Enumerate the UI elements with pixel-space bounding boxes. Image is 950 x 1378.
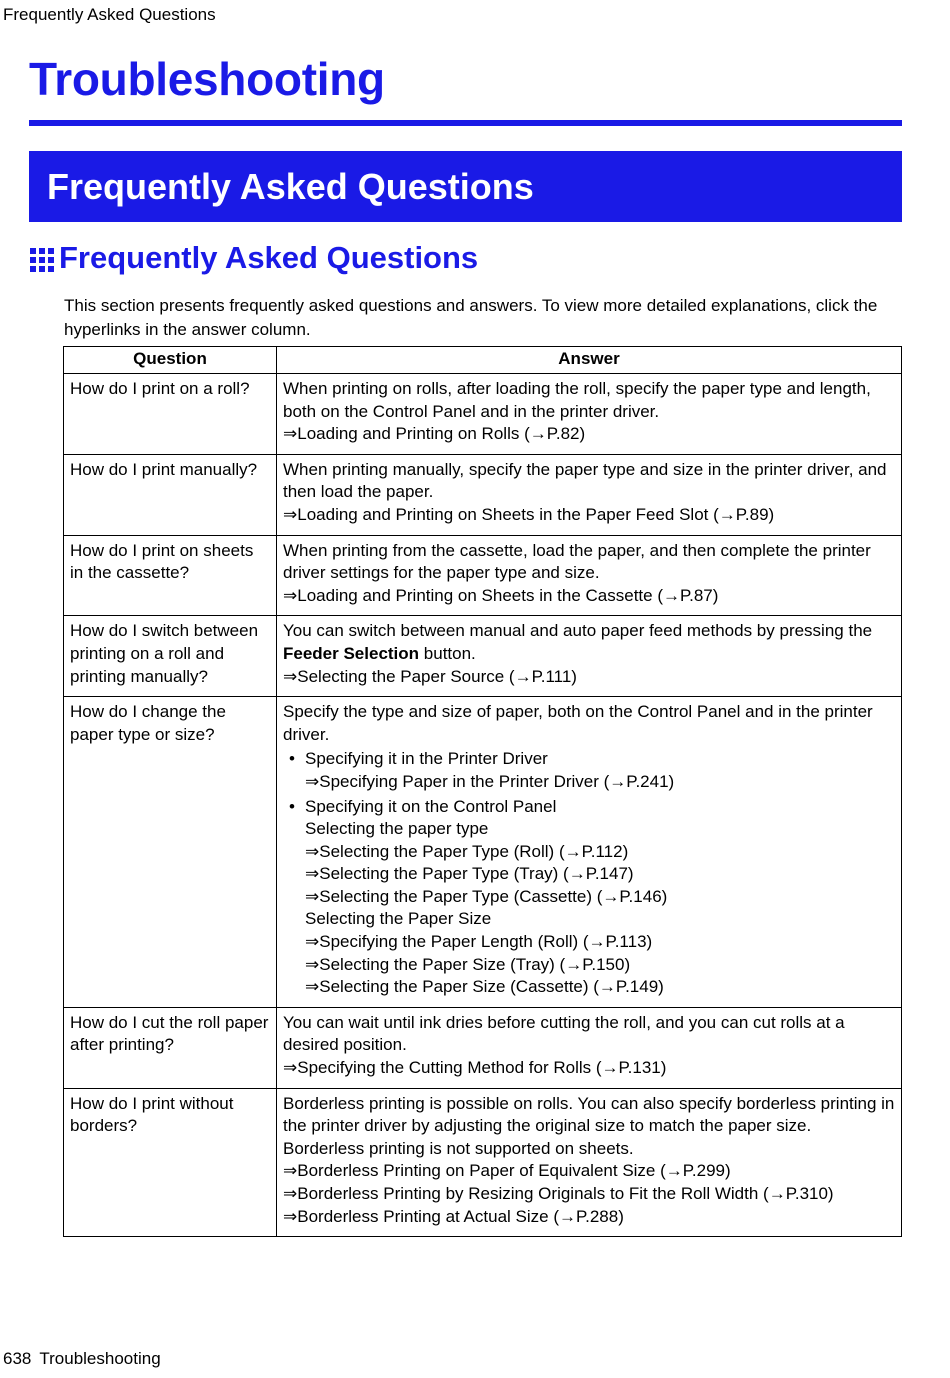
answer-text	[283, 620, 896, 665]
answer-text: When printing from the cassette, load the paper, and then complete the printer driver settings for the paper type and size.	[283, 540, 871, 583]
question-cell: How do I cut the roll paper after printing?	[64, 1007, 277, 1088]
table-row	[64, 616, 902, 697]
answer-text-before: You can switch between manual and auto paper feed methods by pressing the	[283, 621, 873, 641]
answer-link[interactable]: ⇒Borderless Printing at Actual Size (→P.288)	[283, 1206, 624, 1226]
question-cell: How do I switch between printing on a roll and printing manually?	[64, 616, 277, 697]
answer-text: When printing on rolls, after loading the roll, specify the paper type and length, both on the Control Panel and in the printer driver.	[283, 379, 871, 421]
answer-link[interactable]: ⇒Selecting the Paper Type (Tray) (→P.147)	[305, 864, 634, 884]
section-banner-title: Frequently Asked Questions	[47, 165, 534, 207]
answer-link[interactable]: ⇒Selecting the Paper Type (Roll) (→P.112)	[305, 841, 629, 861]
answer-link[interactable]: ⇒Selecting the Paper Size (Tray) (→P.150)	[305, 954, 631, 974]
grid-icon	[29, 247, 55, 273]
answer-cell	[277, 535, 902, 616]
question-cell: How do I print on sheets in the cassette?	[64, 535, 277, 616]
answer-link[interactable]: ⇒Selecting the Paper Source (→P.111)	[283, 666, 577, 686]
faq-table	[63, 346, 902, 1237]
answer-link[interactable]: ⇒Specifying the Cutting Method for Rolls (→P.131)	[283, 1058, 667, 1078]
section-banner	[29, 151, 902, 222]
question-cell: How do I change the paper type or size?	[64, 697, 277, 1008]
bullet-item: • Specifying it on the Control Panel	[283, 796, 896, 819]
answer-column-header: Answer	[277, 347, 902, 374]
answer-link[interactable]: ⇒Borderless Printing by Resizing Originals to Fit the Roll Width (→P.310)	[283, 1184, 834, 1203]
answer-text: Borderless printing is possible on rolls. You can also specify borderless printing in the printer driver by adjusting the original size to match the paper size.	[283, 1093, 895, 1136]
subsection-heading	[29, 240, 478, 276]
chapter-title: Troubleshooting	[29, 53, 385, 105]
question-cell: How do I print on a roll?	[64, 374, 277, 455]
page-number: 638	[3, 1349, 32, 1368]
answer-link[interactable]: ⇒Specifying Paper in the Printer Driver (→P.241)	[305, 771, 675, 791]
answer-link[interactable]: ⇒Borderless Printing on Paper of Equivalent Size (→P.299)	[283, 1161, 731, 1181]
feeder-selection-button-name: Feeder Selection	[283, 643, 420, 663]
answer-text: Borderless printing is not supported on sheets.	[283, 1138, 634, 1158]
answer-link[interactable]: ⇒Loading and Printing on Sheets in the Paper Feed Slot (→P.89)	[283, 504, 775, 524]
subsection-title: Frequently Asked Questions	[59, 240, 479, 275]
question-column-header: Question	[64, 347, 277, 374]
answer-text-after: button.	[419, 643, 476, 663]
answer-cell	[277, 454, 902, 535]
bullet-item: • Specifying it in the Printer Driver	[283, 748, 896, 771]
answer-cell	[277, 616, 902, 697]
page-footer	[3, 1349, 161, 1369]
answer-cell	[277, 697, 902, 1008]
answer-link[interactable]: ⇒Selecting the Paper Size (Cassette) (→P.149)	[305, 977, 664, 997]
answer-text: You can wait until ink dries before cutting the roll, and you can cut rolls at a desired position.	[283, 1012, 845, 1055]
table-row	[64, 697, 902, 1008]
answer-text: Specify the type and size of paper, both on the Control Panel and in the printer driver.	[283, 702, 873, 744]
table-row	[64, 374, 902, 455]
sub-heading: Selecting the Paper Size	[305, 909, 492, 929]
table-row	[64, 1007, 902, 1088]
table-header-row	[64, 347, 902, 374]
answer-cell	[277, 374, 902, 455]
chapter-title-rule	[29, 120, 902, 126]
answer-link[interactable]: ⇒Loading and Printing on Rolls (→P.82)	[283, 424, 586, 444]
sub-heading: Selecting the paper type	[305, 819, 489, 839]
answer-cell	[277, 1007, 902, 1088]
question-cell: How do I print without borders?	[64, 1088, 277, 1237]
answer-link[interactable]: ⇒Selecting the Paper Type (Cassette) (→P.146)	[305, 886, 668, 906]
answer-cell	[277, 1088, 902, 1237]
table-row	[64, 1088, 902, 1237]
answer-link[interactable]: ⇒Specifying the Paper Length (Roll) (→P.113)	[305, 932, 653, 952]
table-row	[64, 535, 902, 616]
footer-chapter-label: Troubleshooting	[39, 1349, 161, 1368]
answer-link[interactable]: ⇒Loading and Printing on Sheets in the Cassette (→P.87)	[283, 585, 719, 605]
question-cell: How do I print manually?	[64, 454, 277, 535]
table-row	[64, 454, 902, 535]
running-header: Frequently Asked Questions	[3, 5, 216, 24]
intro-paragraph: This section presents frequently asked questions and answers. To view more detailed explanations, click the hyperlinks in the answer column.	[64, 296, 878, 339]
answer-text: When printing manually, specify the paper type and size in the printer driver, and then load the paper.	[283, 459, 887, 502]
